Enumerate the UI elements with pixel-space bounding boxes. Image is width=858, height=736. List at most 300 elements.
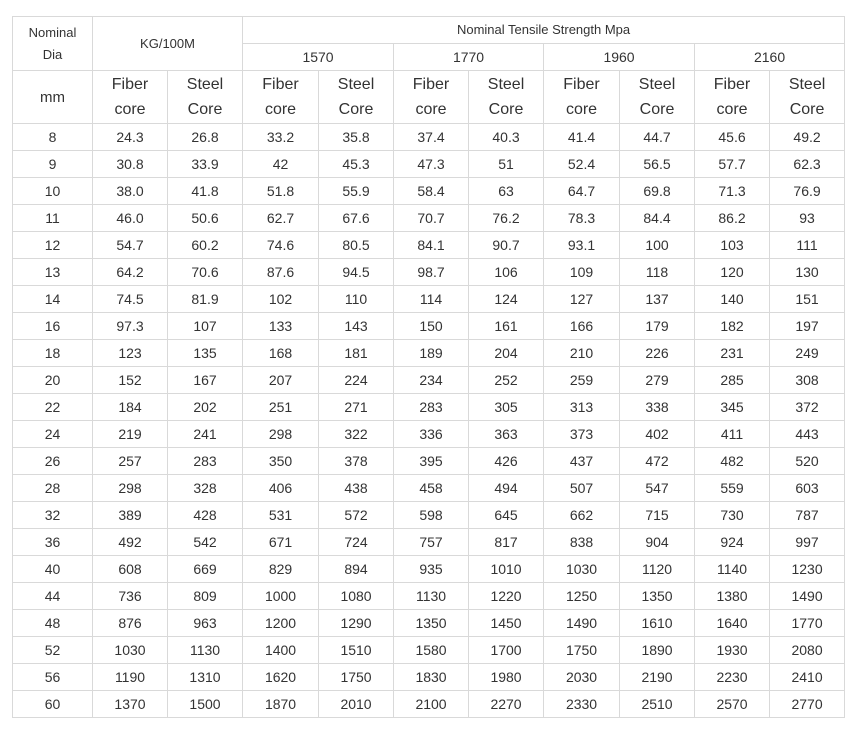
value-cell: 45.6 bbox=[695, 124, 770, 151]
value-cell: 472 bbox=[620, 448, 695, 475]
value-cell: 547 bbox=[620, 475, 695, 502]
value-cell: 1130 bbox=[394, 583, 469, 610]
value-cell: 1030 bbox=[93, 637, 168, 664]
value-cell: 50.6 bbox=[168, 205, 243, 232]
value-cell: 181 bbox=[319, 340, 394, 367]
table-row bbox=[13, 421, 845, 448]
value-cell: 1870 bbox=[243, 691, 319, 718]
value-cell: 118 bbox=[620, 259, 695, 286]
value-cell: 1290 bbox=[319, 610, 394, 637]
value-cell: 70.7 bbox=[394, 205, 469, 232]
value-cell: 389 bbox=[93, 502, 168, 529]
value-cell: 133 bbox=[243, 313, 319, 340]
value-cell: 97.3 bbox=[93, 313, 168, 340]
value-cell: 1080 bbox=[319, 583, 394, 610]
value-cell: 40.3 bbox=[469, 124, 544, 151]
value-cell: 809 bbox=[168, 583, 243, 610]
value-cell: 1200 bbox=[243, 610, 319, 637]
value-cell: 70.6 bbox=[168, 259, 243, 286]
nominal-dia-cell: 32 bbox=[13, 502, 93, 529]
fiber-core-header-line2: core bbox=[114, 101, 146, 118]
value-cell: 120 bbox=[695, 259, 770, 286]
value-cell: 109 bbox=[544, 259, 620, 286]
table-row bbox=[13, 394, 845, 421]
value-cell: 559 bbox=[695, 475, 770, 502]
value-cell: 1490 bbox=[770, 583, 845, 610]
nominal-dia-cell: 36 bbox=[13, 529, 93, 556]
value-cell: 271 bbox=[319, 394, 394, 421]
value-cell: 1500 bbox=[168, 691, 243, 718]
fiber-core-header-line2: core bbox=[716, 101, 748, 118]
value-cell: 520 bbox=[770, 448, 845, 475]
nominal-dia-line1: Nominal bbox=[28, 24, 77, 40]
value-cell: 1930 bbox=[695, 637, 770, 664]
steel-core-header bbox=[770, 71, 845, 124]
value-cell: 123 bbox=[93, 340, 168, 367]
value-cell: 41.8 bbox=[168, 178, 243, 205]
value-cell: 492 bbox=[93, 529, 168, 556]
value-cell: 259 bbox=[544, 367, 620, 394]
table-body bbox=[13, 124, 845, 718]
strength-header-1770: 1770 bbox=[394, 44, 544, 71]
value-cell: 1350 bbox=[394, 610, 469, 637]
value-cell: 84.1 bbox=[394, 232, 469, 259]
steel-core-header-line1: Steel bbox=[186, 76, 224, 93]
value-cell: 283 bbox=[394, 394, 469, 421]
fiber-core-header bbox=[243, 71, 319, 124]
value-cell: 308 bbox=[770, 367, 845, 394]
value-cell: 207 bbox=[243, 367, 319, 394]
value-cell: 69.8 bbox=[620, 178, 695, 205]
table-row bbox=[13, 367, 845, 394]
value-cell: 426 bbox=[469, 448, 544, 475]
strength-header-1960: 1960 bbox=[544, 44, 695, 71]
value-cell: 305 bbox=[469, 394, 544, 421]
value-cell: 313 bbox=[544, 394, 620, 421]
value-cell: 736 bbox=[93, 583, 168, 610]
value-cell: 817 bbox=[469, 529, 544, 556]
value-cell: 1640 bbox=[695, 610, 770, 637]
value-cell: 283 bbox=[168, 448, 243, 475]
value-cell: 57.7 bbox=[695, 151, 770, 178]
value-cell: 724 bbox=[319, 529, 394, 556]
value-cell: 1190 bbox=[93, 664, 168, 691]
value-cell: 1770 bbox=[770, 610, 845, 637]
value-cell: 1250 bbox=[544, 583, 620, 610]
nominal-dia-cell: 14 bbox=[13, 286, 93, 313]
value-cell: 507 bbox=[544, 475, 620, 502]
value-cell: 1130 bbox=[168, 637, 243, 664]
fiber-core-header bbox=[93, 71, 168, 124]
nominal-dia-cell: 56 bbox=[13, 664, 93, 691]
value-cell: 161 bbox=[469, 313, 544, 340]
fiber-core-header bbox=[394, 71, 469, 124]
table-header bbox=[13, 17, 845, 124]
value-cell: 1140 bbox=[695, 556, 770, 583]
value-cell: 402 bbox=[620, 421, 695, 448]
value-cell: 33.2 bbox=[243, 124, 319, 151]
value-cell: 2080 bbox=[770, 637, 845, 664]
steel-core-header bbox=[469, 71, 544, 124]
value-cell: 285 bbox=[695, 367, 770, 394]
table-row bbox=[13, 232, 845, 259]
value-cell: 38.0 bbox=[93, 178, 168, 205]
value-cell: 2190 bbox=[620, 664, 695, 691]
value-cell: 257 bbox=[93, 448, 168, 475]
value-cell: 184 bbox=[93, 394, 168, 421]
fiber-core-header-line2: core bbox=[565, 101, 598, 118]
value-cell: 98.7 bbox=[394, 259, 469, 286]
value-cell: 71.3 bbox=[695, 178, 770, 205]
nominal-dia-cell: 13 bbox=[13, 259, 93, 286]
value-cell: 52.4 bbox=[544, 151, 620, 178]
value-cell: 62.7 bbox=[243, 205, 319, 232]
value-cell: 49.2 bbox=[770, 124, 845, 151]
value-cell: 924 bbox=[695, 529, 770, 556]
value-cell: 251 bbox=[243, 394, 319, 421]
table-row bbox=[13, 475, 845, 502]
nominal-dia-cell: 9 bbox=[13, 151, 93, 178]
value-cell: 135 bbox=[168, 340, 243, 367]
nominal-dia-cell: 12 bbox=[13, 232, 93, 259]
steel-core-header bbox=[168, 71, 243, 124]
value-cell: 55.9 bbox=[319, 178, 394, 205]
table-row bbox=[13, 610, 845, 637]
value-cell: 219 bbox=[93, 421, 168, 448]
value-cell: 458 bbox=[394, 475, 469, 502]
fiber-core-header-line1: Fiber bbox=[262, 76, 299, 93]
steel-core-header-line2: Core bbox=[789, 101, 825, 118]
value-cell: 2010 bbox=[319, 691, 394, 718]
value-cell: 428 bbox=[168, 502, 243, 529]
value-cell: 137 bbox=[620, 286, 695, 313]
value-cell: 2570 bbox=[695, 691, 770, 718]
fiber-core-header-line1: Fiber bbox=[563, 76, 600, 93]
value-cell: 74.6 bbox=[243, 232, 319, 259]
value-cell: 438 bbox=[319, 475, 394, 502]
table-row bbox=[13, 124, 845, 151]
nominal-dia-cell: 44 bbox=[13, 583, 93, 610]
value-cell: 76.2 bbox=[469, 205, 544, 232]
nominal-dia-cell: 52 bbox=[13, 637, 93, 664]
value-cell: 106 bbox=[469, 259, 544, 286]
value-cell: 2770 bbox=[770, 691, 845, 718]
value-cell: 1030 bbox=[544, 556, 620, 583]
value-cell: 1370 bbox=[93, 691, 168, 718]
value-cell: 572 bbox=[319, 502, 394, 529]
value-cell: 336 bbox=[394, 421, 469, 448]
value-cell: 2230 bbox=[695, 664, 770, 691]
value-cell: 373 bbox=[544, 421, 620, 448]
value-cell: 298 bbox=[243, 421, 319, 448]
value-cell: 143 bbox=[319, 313, 394, 340]
value-cell: 2410 bbox=[770, 664, 845, 691]
value-cell: 150 bbox=[394, 313, 469, 340]
steel-core-header bbox=[620, 71, 695, 124]
value-cell: 100 bbox=[620, 232, 695, 259]
value-cell: 51.8 bbox=[243, 178, 319, 205]
fiber-core-header-line2: core bbox=[415, 101, 447, 118]
value-cell: 60.2 bbox=[168, 232, 243, 259]
steel-core-header bbox=[319, 71, 394, 124]
value-cell: 74.5 bbox=[93, 286, 168, 313]
value-cell: 603 bbox=[770, 475, 845, 502]
value-cell: 197 bbox=[770, 313, 845, 340]
value-cell: 715 bbox=[620, 502, 695, 529]
table-row bbox=[13, 340, 845, 367]
steel-core-header-line2: Core bbox=[338, 101, 374, 118]
value-cell: 103 bbox=[695, 232, 770, 259]
value-cell: 140 bbox=[695, 286, 770, 313]
value-cell: 33.9 bbox=[168, 151, 243, 178]
fiber-core-header-line1: Fiber bbox=[713, 76, 751, 93]
table-row bbox=[13, 313, 845, 340]
value-cell: 997 bbox=[770, 529, 845, 556]
value-cell: 110 bbox=[319, 286, 394, 313]
table-row bbox=[13, 556, 845, 583]
value-cell: 127 bbox=[544, 286, 620, 313]
value-cell: 1580 bbox=[394, 637, 469, 664]
table-container bbox=[12, 16, 844, 718]
value-cell: 1220 bbox=[469, 583, 544, 610]
value-cell: 531 bbox=[243, 502, 319, 529]
value-cell: 2270 bbox=[469, 691, 544, 718]
value-cell: 669 bbox=[168, 556, 243, 583]
value-cell: 231 bbox=[695, 340, 770, 367]
value-cell: 67.6 bbox=[319, 205, 394, 232]
value-cell: 58.4 bbox=[394, 178, 469, 205]
table-row bbox=[13, 583, 845, 610]
value-cell: 114 bbox=[394, 286, 469, 313]
value-cell: 94.5 bbox=[319, 259, 394, 286]
value-cell: 1310 bbox=[168, 664, 243, 691]
value-cell: 107 bbox=[168, 313, 243, 340]
steel-core-header-line2: Core bbox=[187, 101, 223, 118]
table-row bbox=[13, 151, 845, 178]
value-cell: 2330 bbox=[544, 691, 620, 718]
steel-core-header-line1: Steel bbox=[337, 76, 375, 93]
kg-per-100m-header: KG/100M bbox=[93, 17, 243, 71]
value-cell: 829 bbox=[243, 556, 319, 583]
value-cell: 1700 bbox=[469, 637, 544, 664]
nominal-dia-header bbox=[13, 17, 93, 71]
value-cell: 62.3 bbox=[770, 151, 845, 178]
value-cell: 1490 bbox=[544, 610, 620, 637]
value-cell: 24.3 bbox=[93, 124, 168, 151]
value-cell: 279 bbox=[620, 367, 695, 394]
value-cell: 26.8 bbox=[168, 124, 243, 151]
value-cell: 671 bbox=[243, 529, 319, 556]
value-cell: 876 bbox=[93, 610, 168, 637]
value-cell: 76.9 bbox=[770, 178, 845, 205]
table-row bbox=[13, 637, 845, 664]
value-cell: 226 bbox=[620, 340, 695, 367]
value-cell: 234 bbox=[394, 367, 469, 394]
value-cell: 662 bbox=[544, 502, 620, 529]
value-cell: 56.5 bbox=[620, 151, 695, 178]
value-cell: 2030 bbox=[544, 664, 620, 691]
value-cell: 93.1 bbox=[544, 232, 620, 259]
value-cell: 345 bbox=[695, 394, 770, 421]
value-cell: 757 bbox=[394, 529, 469, 556]
value-cell: 1400 bbox=[243, 637, 319, 664]
value-cell: 1610 bbox=[620, 610, 695, 637]
value-cell: 904 bbox=[620, 529, 695, 556]
table-row bbox=[13, 286, 845, 313]
value-cell: 42 bbox=[243, 151, 319, 178]
value-cell: 1890 bbox=[620, 637, 695, 664]
value-cell: 542 bbox=[168, 529, 243, 556]
value-cell: 298 bbox=[93, 475, 168, 502]
value-cell: 249 bbox=[770, 340, 845, 367]
fiber-core-header-line1: Fiber bbox=[111, 76, 149, 93]
value-cell: 46.0 bbox=[93, 205, 168, 232]
fiber-core-header bbox=[695, 71, 770, 124]
value-cell: 443 bbox=[770, 421, 845, 448]
value-cell: 482 bbox=[695, 448, 770, 475]
value-cell: 81.9 bbox=[168, 286, 243, 313]
value-cell: 1830 bbox=[394, 664, 469, 691]
value-cell: 44.7 bbox=[620, 124, 695, 151]
value-cell: 80.5 bbox=[319, 232, 394, 259]
value-cell: 90.7 bbox=[469, 232, 544, 259]
nominal-dia-cell: 48 bbox=[13, 610, 93, 637]
value-cell: 1120 bbox=[620, 556, 695, 583]
table-row bbox=[13, 205, 845, 232]
value-cell: 378 bbox=[319, 448, 394, 475]
value-cell: 1230 bbox=[770, 556, 845, 583]
value-cell: 838 bbox=[544, 529, 620, 556]
value-cell: 78.3 bbox=[544, 205, 620, 232]
nominal-dia-cell: 28 bbox=[13, 475, 93, 502]
table-row bbox=[13, 664, 845, 691]
steel-core-header-line1: Steel bbox=[788, 76, 826, 93]
unit-mm-header: mm bbox=[13, 71, 93, 124]
value-cell: 608 bbox=[93, 556, 168, 583]
value-cell: 363 bbox=[469, 421, 544, 448]
value-cell: 1350 bbox=[620, 583, 695, 610]
strength-header-2160: 2160 bbox=[695, 44, 845, 71]
value-cell: 787 bbox=[770, 502, 845, 529]
value-cell: 1620 bbox=[243, 664, 319, 691]
value-cell: 2510 bbox=[620, 691, 695, 718]
value-cell: 124 bbox=[469, 286, 544, 313]
value-cell: 111 bbox=[770, 232, 845, 259]
value-cell: 47.3 bbox=[394, 151, 469, 178]
nominal-dia-cell: 18 bbox=[13, 340, 93, 367]
value-cell: 189 bbox=[394, 340, 469, 367]
nominal-dia-cell: 26 bbox=[13, 448, 93, 475]
value-cell: 224 bbox=[319, 367, 394, 394]
nominal-dia-cell: 22 bbox=[13, 394, 93, 421]
value-cell: 395 bbox=[394, 448, 469, 475]
value-cell: 64.2 bbox=[93, 259, 168, 286]
steel-core-header-line2: Core bbox=[488, 101, 524, 118]
value-cell: 598 bbox=[394, 502, 469, 529]
nominal-dia-cell: 10 bbox=[13, 178, 93, 205]
value-cell: 64.7 bbox=[544, 178, 620, 205]
value-cell: 41.4 bbox=[544, 124, 620, 151]
value-cell: 30.8 bbox=[93, 151, 168, 178]
steel-core-header-line2: Core bbox=[639, 101, 675, 118]
tensile-strength-header: Nominal Tensile Strength Mpa bbox=[243, 17, 845, 44]
value-cell: 322 bbox=[319, 421, 394, 448]
value-cell: 372 bbox=[770, 394, 845, 421]
value-cell: 86.2 bbox=[695, 205, 770, 232]
fiber-core-header-line2: core bbox=[264, 101, 297, 118]
value-cell: 437 bbox=[544, 448, 620, 475]
value-cell: 151 bbox=[770, 286, 845, 313]
nominal-dia-cell: 11 bbox=[13, 205, 93, 232]
value-cell: 93 bbox=[770, 205, 845, 232]
nominal-dia-cell: 40 bbox=[13, 556, 93, 583]
nominal-dia-cell: 20 bbox=[13, 367, 93, 394]
value-cell: 182 bbox=[695, 313, 770, 340]
fiber-core-header-line1: Fiber bbox=[412, 76, 450, 93]
nominal-dia-cell: 24 bbox=[13, 421, 93, 448]
value-cell: 152 bbox=[93, 367, 168, 394]
value-cell: 35.8 bbox=[319, 124, 394, 151]
value-cell: 63 bbox=[469, 178, 544, 205]
steel-core-header-line1: Steel bbox=[638, 76, 676, 93]
wire-rope-spec-table bbox=[12, 16, 845, 718]
value-cell: 167 bbox=[168, 367, 243, 394]
strength-header-1570: 1570 bbox=[243, 44, 394, 71]
value-cell: 179 bbox=[620, 313, 695, 340]
value-cell: 210 bbox=[544, 340, 620, 367]
value-cell: 1010 bbox=[469, 556, 544, 583]
value-cell: 252 bbox=[469, 367, 544, 394]
table-row bbox=[13, 529, 845, 556]
value-cell: 84.4 bbox=[620, 205, 695, 232]
value-cell: 1750 bbox=[319, 664, 394, 691]
value-cell: 166 bbox=[544, 313, 620, 340]
value-cell: 328 bbox=[168, 475, 243, 502]
steel-core-header-line1: Steel bbox=[487, 76, 525, 93]
value-cell: 102 bbox=[243, 286, 319, 313]
value-cell: 37.4 bbox=[394, 124, 469, 151]
value-cell: 494 bbox=[469, 475, 544, 502]
nominal-dia-cell: 60 bbox=[13, 691, 93, 718]
value-cell: 54.7 bbox=[93, 232, 168, 259]
value-cell: 1980 bbox=[469, 664, 544, 691]
value-cell: 645 bbox=[469, 502, 544, 529]
nominal-dia-line2: Dia bbox=[42, 46, 63, 62]
value-cell: 130 bbox=[770, 259, 845, 286]
value-cell: 2100 bbox=[394, 691, 469, 718]
value-cell: 894 bbox=[319, 556, 394, 583]
value-cell: 338 bbox=[620, 394, 695, 421]
value-cell: 241 bbox=[168, 421, 243, 448]
table-row bbox=[13, 259, 845, 286]
value-cell: 87.6 bbox=[243, 259, 319, 286]
table-row bbox=[13, 178, 845, 205]
value-cell: 411 bbox=[695, 421, 770, 448]
value-cell: 202 bbox=[168, 394, 243, 421]
value-cell: 204 bbox=[469, 340, 544, 367]
value-cell: 1450 bbox=[469, 610, 544, 637]
table-row bbox=[13, 691, 845, 718]
table-row bbox=[13, 502, 845, 529]
value-cell: 963 bbox=[168, 610, 243, 637]
value-cell: 168 bbox=[243, 340, 319, 367]
value-cell: 1750 bbox=[544, 637, 620, 664]
value-cell: 935 bbox=[394, 556, 469, 583]
value-cell: 45.3 bbox=[319, 151, 394, 178]
value-cell: 1000 bbox=[243, 583, 319, 610]
value-cell: 51 bbox=[469, 151, 544, 178]
value-cell: 406 bbox=[243, 475, 319, 502]
